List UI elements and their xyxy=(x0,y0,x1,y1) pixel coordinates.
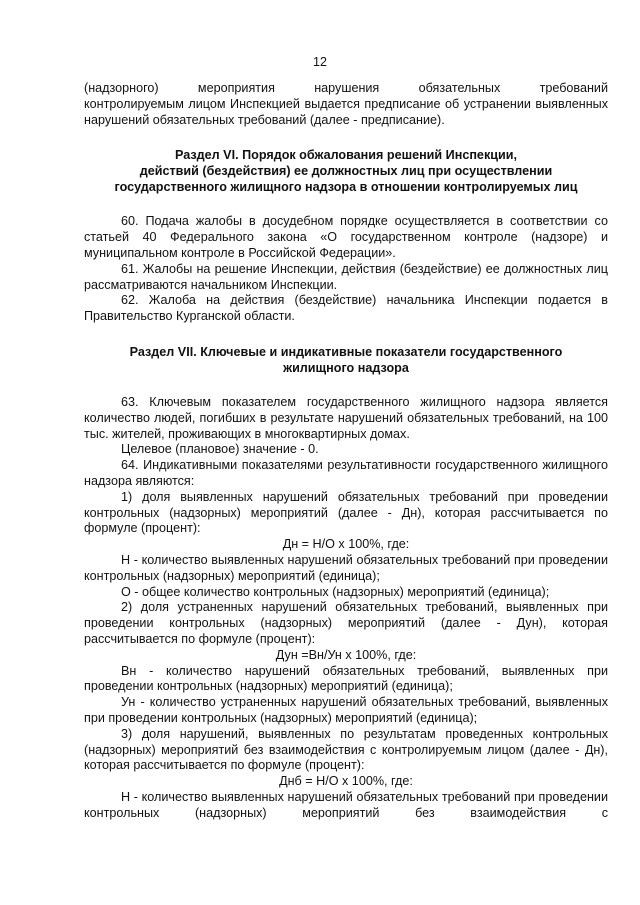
paragraph-target-value: Целевое (плановое) значение - 0. xyxy=(121,442,319,457)
paragraph-definition-N2: Н - количество выявленных нарушений обязательных требований при проведении контрольных (надзорных) мероприятий без взаимодействия с xyxy=(84,789,608,820)
section-6-heading-line3: государственного жилищного надзора в отношении контролируемых лиц xyxy=(114,180,578,195)
section-7-heading xyxy=(84,344,608,376)
formula-3: Днб = Н/О х 100%, где: xyxy=(279,774,413,789)
formula-2: Дун =Вн/Ун х 100%, где: xyxy=(275,647,417,662)
paragraph-64-item3: 3) доля нарушений, выявленных по результатам проведенных контрольных (надзорных) мероприятий без взаимодействия с контролируемым лицом (далее - Дн), которая рассчитывается по формуле (процент): xyxy=(84,726,608,773)
section-6-heading-line1: Раздел VI. Порядок обжалования решений Инспекции, xyxy=(175,148,517,163)
paragraph-63: 63. Ключевым показателем государственного жилищного надзора является количество людей, погибших в результате нарушений обязательных требований, на 100 тыс. жителей, проживающих в многоквартирных домах. xyxy=(84,394,608,441)
paragraph-definition-Un: Ун - количество устраненных нарушений обязательных требований, выявленных при проведении контрольных (надзорных) мероприятий (единица); xyxy=(84,695,608,725)
page-number: 12 xyxy=(313,55,327,69)
paragraph-62: 62. Жалоба на действия (бездействие) начальника Инспекции подается в Правительство Курганской области. xyxy=(84,293,608,324)
paragraph-definition-N: Н - количество выявленных нарушений обязательных требований при проведении контрольных (надзорных) мероприятий (единица); xyxy=(84,552,608,583)
paragraph-definition-O: О - общее количество контрольных (надзорных) мероприятий (единица); xyxy=(121,584,550,599)
paragraph-64-item2: 2) доля устраненных нарушений обязательных требований, выявленных при проведении контрольных (надзорных) мероприятий (далее - Дун), которая рассчитывается по формуле (процент): xyxy=(84,600,608,646)
paragraph-64-item1: 1) доля выявленных нарушений обязательных требований при проведении контрольных (надзорных) мероприятий (далее - Дн), которая рассчитывается по формуле (процент): xyxy=(84,489,608,536)
paragraph-definition-Vn: Вн - количество нарушений обязательных требований, выявленных при проведении контрольных (надзорных) мероприятий (единица); xyxy=(84,663,608,694)
section-6-heading-line2: действий (бездействия) ее должностных лиц при осуществлении xyxy=(139,164,553,179)
paragraph-64: 64. Индикативными показателями результативности государственного жилищного надзора являются: xyxy=(84,458,608,488)
paragraph-61: 61. Жалобы на решение Инспекции, действия (бездействие) ее должностных лиц рассматриваются начальником Инспекции. xyxy=(84,261,608,292)
page-content xyxy=(84,81,608,821)
paragraph-continuation: контролируемым лицом Инспекцией выдается предписание об устранении выявленных нарушений обязательных требований (далее - предписание). xyxy=(84,96,608,127)
section-7-heading-line2: жилищного надзора xyxy=(283,360,409,375)
section-7-heading-line1: Раздел VII. Ключевые и индикативные показатели государственного xyxy=(129,344,563,359)
paragraph-continuation-line1: (надзорного) мероприятия нарушения обязательных требований xyxy=(84,81,608,95)
section-6-heading xyxy=(84,147,608,195)
formula-1: Дн = Н/О х 100%, где: xyxy=(282,537,410,552)
paragraph-60: 60. Подача жалобы в досудебном порядке осуществляется в соответствии со статьей 40 Федерального закона «О государственном контроле (надзоре) и муниципальном контроле в Российской Федерации». xyxy=(84,214,608,260)
